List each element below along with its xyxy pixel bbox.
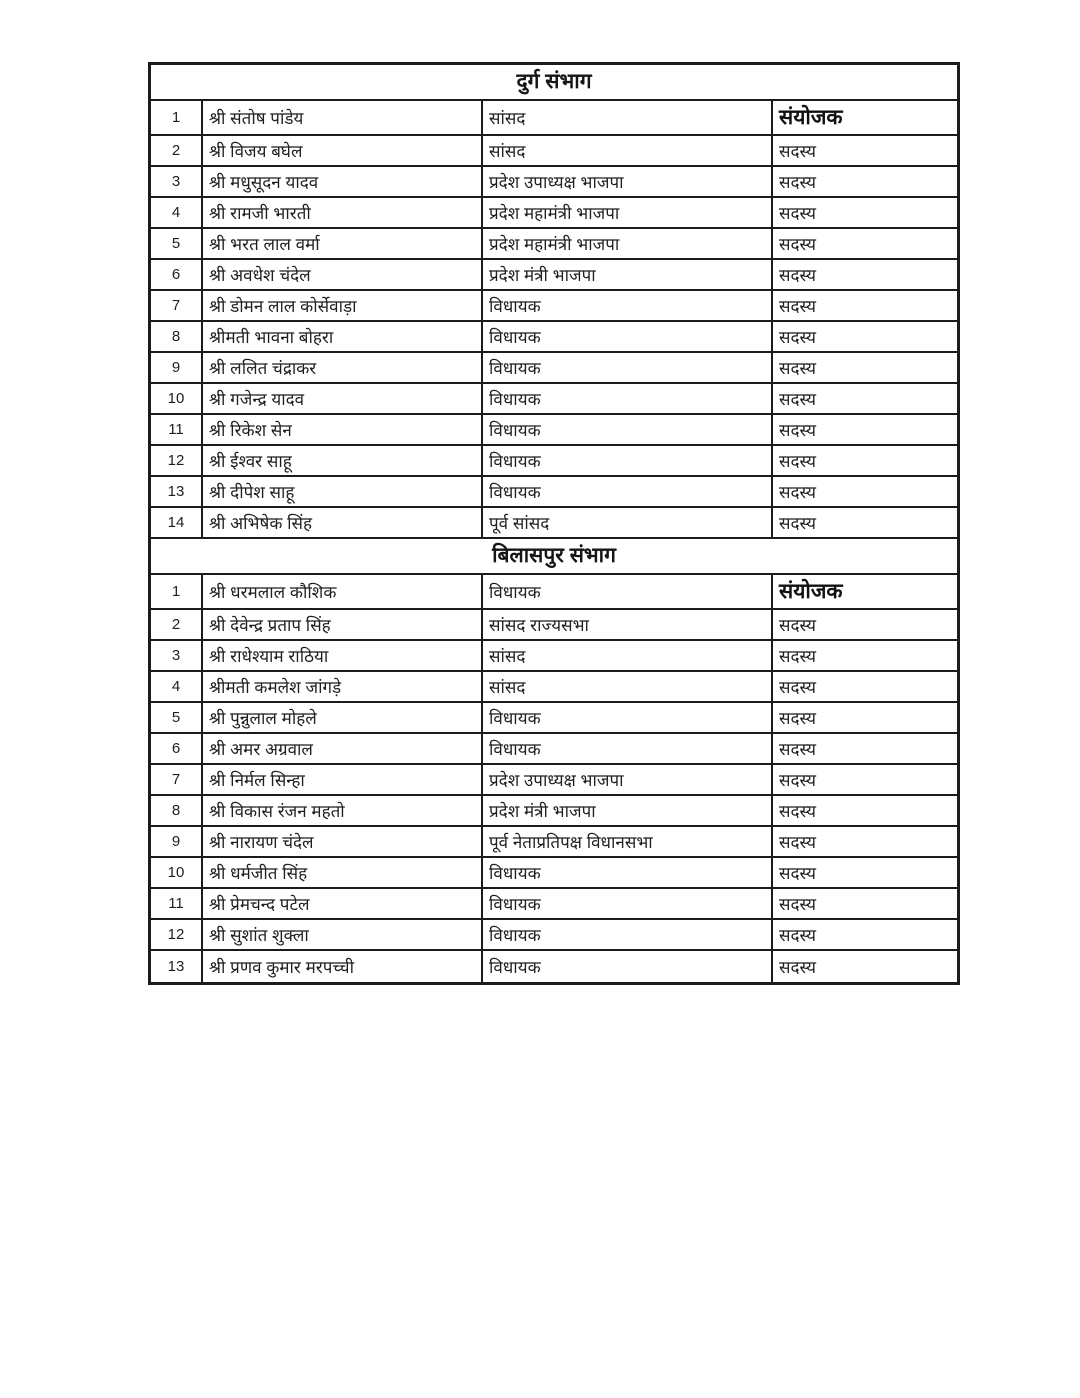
member-role: सदस्य bbox=[779, 513, 816, 533]
member-designation: विधायक bbox=[483, 858, 773, 887]
member-name: श्री ईश्वर साहू bbox=[203, 446, 483, 475]
member-name: श्री दीपेश साहू bbox=[203, 477, 483, 506]
member-designation: विधायक bbox=[483, 703, 773, 732]
row-number: 10 bbox=[151, 384, 203, 413]
member-name: श्री नारायण चंदेल bbox=[203, 827, 483, 856]
member-designation: प्रदेश महामंत्री भाजपा bbox=[483, 198, 773, 227]
member-designation: विधायक bbox=[483, 446, 773, 475]
member-designation: विधायक bbox=[483, 920, 773, 949]
row-number: 3 bbox=[151, 167, 203, 196]
member-role: संयोजक bbox=[779, 580, 843, 603]
row-number: 11 bbox=[151, 415, 203, 444]
member-designation: प्रदेश मंत्री भाजपा bbox=[483, 260, 773, 289]
member-name: श्री धरमलाल कौशिक bbox=[203, 575, 483, 608]
member-name: श्री अवधेश चंदेल bbox=[203, 260, 483, 289]
member-name: श्री धर्मजीत सिंह bbox=[203, 858, 483, 887]
member-name: श्री अभिषेक सिंह bbox=[203, 508, 483, 537]
member-name: श्री अमर अग्रवाल bbox=[203, 734, 483, 763]
table-row bbox=[151, 951, 957, 982]
member-role: संयोजक bbox=[779, 106, 843, 129]
member-role: सदस्य bbox=[779, 172, 816, 192]
member-designation: प्रदेश उपाध्यक्ष भाजपा bbox=[483, 765, 773, 794]
member-name: श्री भरत लाल वर्मा bbox=[203, 229, 483, 258]
member-designation: सांसद bbox=[483, 101, 773, 134]
table-row bbox=[151, 136, 957, 167]
table-row bbox=[151, 672, 957, 703]
row-number: 8 bbox=[151, 796, 203, 825]
row-number: 3 bbox=[151, 641, 203, 670]
table-row bbox=[151, 446, 957, 477]
member-name: श्री विजय बघेल bbox=[203, 136, 483, 165]
row-number: 7 bbox=[151, 291, 203, 320]
member-name: श्री प्रेमचन्द पटेल bbox=[203, 889, 483, 918]
table-row bbox=[151, 415, 957, 446]
row-number: 1 bbox=[151, 575, 203, 608]
row-number: 5 bbox=[151, 229, 203, 258]
row-number: 7 bbox=[151, 765, 203, 794]
row-number: 2 bbox=[151, 610, 203, 639]
member-role: सदस्य bbox=[779, 646, 816, 666]
member-designation: सांसद bbox=[483, 641, 773, 670]
member-role: सदस्य bbox=[779, 615, 816, 635]
member-role: सदस्य bbox=[779, 420, 816, 440]
row-number: 5 bbox=[151, 703, 203, 732]
table-row bbox=[151, 198, 957, 229]
row-number: 6 bbox=[151, 260, 203, 289]
table-row bbox=[151, 827, 957, 858]
member-name: श्री राधेश्याम राठिया bbox=[203, 641, 483, 670]
member-role: सदस्य bbox=[779, 863, 816, 883]
member-name: श्री संतोष पांडेय bbox=[203, 101, 483, 134]
member-role: सदस्य bbox=[779, 141, 816, 161]
member-name: श्रीमती भावना बोहरा bbox=[203, 322, 483, 351]
member-role: सदस्य bbox=[779, 677, 816, 697]
member-role: सदस्य bbox=[779, 203, 816, 223]
table-row bbox=[151, 889, 957, 920]
member-name: श्री विकास रंजन महतो bbox=[203, 796, 483, 825]
row-number: 1 bbox=[151, 101, 203, 134]
member-designation: विधायक bbox=[483, 889, 773, 918]
member-designation: पूर्व नेताप्रतिपक्ष विधानसभा bbox=[483, 827, 773, 856]
member-designation: विधायक bbox=[483, 291, 773, 320]
row-number: 2 bbox=[151, 136, 203, 165]
member-designation: विधायक bbox=[483, 477, 773, 506]
row-number: 4 bbox=[151, 672, 203, 701]
table-row bbox=[151, 291, 957, 322]
table-row bbox=[151, 575, 957, 610]
member-designation: पूर्व सांसद bbox=[483, 508, 773, 537]
member-designation: विधायक bbox=[483, 384, 773, 413]
member-role: सदस्य bbox=[779, 234, 816, 254]
table-row bbox=[151, 858, 957, 889]
committee-table bbox=[148, 62, 960, 985]
row-number: 9 bbox=[151, 827, 203, 856]
table-row bbox=[151, 920, 957, 951]
member-designation: सांसद राज्यसभा bbox=[483, 610, 773, 639]
member-name: श्री रिकेश सेन bbox=[203, 415, 483, 444]
table-row bbox=[151, 167, 957, 198]
row-number: 13 bbox=[151, 951, 203, 982]
member-role: सदस्य bbox=[779, 708, 816, 728]
member-designation: प्रदेश उपाध्यक्ष भाजपा bbox=[483, 167, 773, 196]
member-designation: प्रदेश महामंत्री भाजपा bbox=[483, 229, 773, 258]
member-name: श्रीमती कमलेश जांगड़े bbox=[203, 672, 483, 701]
table-row bbox=[151, 703, 957, 734]
member-designation: विधायक bbox=[483, 951, 773, 982]
member-designation: सांसद bbox=[483, 136, 773, 165]
member-name: श्री मधुसूदन यादव bbox=[203, 167, 483, 196]
member-role: सदस्य bbox=[779, 327, 816, 347]
table-row bbox=[151, 508, 957, 539]
row-number: 9 bbox=[151, 353, 203, 382]
member-role: सदस्य bbox=[779, 265, 816, 285]
member-designation: प्रदेश मंत्री भाजपा bbox=[483, 796, 773, 825]
section-title: बिलासपुर संभाग bbox=[151, 539, 957, 575]
member-designation: विधायक bbox=[483, 734, 773, 763]
row-number: 6 bbox=[151, 734, 203, 763]
member-name: श्री रामजी भारती bbox=[203, 198, 483, 227]
table-row bbox=[151, 229, 957, 260]
table-row bbox=[151, 322, 957, 353]
member-designation: विधायक bbox=[483, 575, 773, 608]
table-row bbox=[151, 384, 957, 415]
table-row bbox=[151, 260, 957, 291]
table-row bbox=[151, 765, 957, 796]
member-name: श्री डोमन लाल कोर्सेवाड़ा bbox=[203, 291, 483, 320]
table-row bbox=[151, 353, 957, 384]
member-role: सदस्य bbox=[779, 296, 816, 316]
row-number: 11 bbox=[151, 889, 203, 918]
table-row bbox=[151, 610, 957, 641]
member-designation: विधायक bbox=[483, 415, 773, 444]
table-row bbox=[151, 477, 957, 508]
member-role: सदस्य bbox=[779, 770, 816, 790]
member-name: श्री देवेन्द्र प्रताप सिंह bbox=[203, 610, 483, 639]
member-name: श्री प्रणव कुमार मरपच्ची bbox=[203, 951, 483, 982]
member-name: श्री ललित चंद्राकर bbox=[203, 353, 483, 382]
row-number: 10 bbox=[151, 858, 203, 887]
row-number: 12 bbox=[151, 446, 203, 475]
table-row bbox=[151, 734, 957, 765]
member-role: सदस्य bbox=[779, 358, 816, 378]
member-role: सदस्य bbox=[779, 957, 816, 977]
member-role: सदस्य bbox=[779, 801, 816, 821]
member-designation: सांसद bbox=[483, 672, 773, 701]
member-role: सदस्य bbox=[779, 739, 816, 759]
row-number: 4 bbox=[151, 198, 203, 227]
section-title: दुर्ग संभाग bbox=[151, 65, 957, 101]
table-row bbox=[151, 796, 957, 827]
member-role: सदस्य bbox=[779, 925, 816, 945]
member-name: श्री सुशांत शुक्ला bbox=[203, 920, 483, 949]
member-role: सदस्य bbox=[779, 389, 816, 409]
member-name: श्री गजेन्द्र यादव bbox=[203, 384, 483, 413]
member-designation: विधायक bbox=[483, 353, 773, 382]
row-number: 13 bbox=[151, 477, 203, 506]
member-role: सदस्य bbox=[779, 482, 816, 502]
member-designation: विधायक bbox=[483, 322, 773, 351]
member-role: सदस्य bbox=[779, 832, 816, 852]
row-number: 8 bbox=[151, 322, 203, 351]
row-number: 14 bbox=[151, 508, 203, 537]
row-number: 12 bbox=[151, 920, 203, 949]
member-name: श्री निर्मल सिन्हा bbox=[203, 765, 483, 794]
member-role: सदस्य bbox=[779, 451, 816, 471]
member-role: सदस्य bbox=[779, 894, 816, 914]
member-name: श्री पुन्नुलाल मोहले bbox=[203, 703, 483, 732]
table-row bbox=[151, 101, 957, 136]
table-row bbox=[151, 641, 957, 672]
